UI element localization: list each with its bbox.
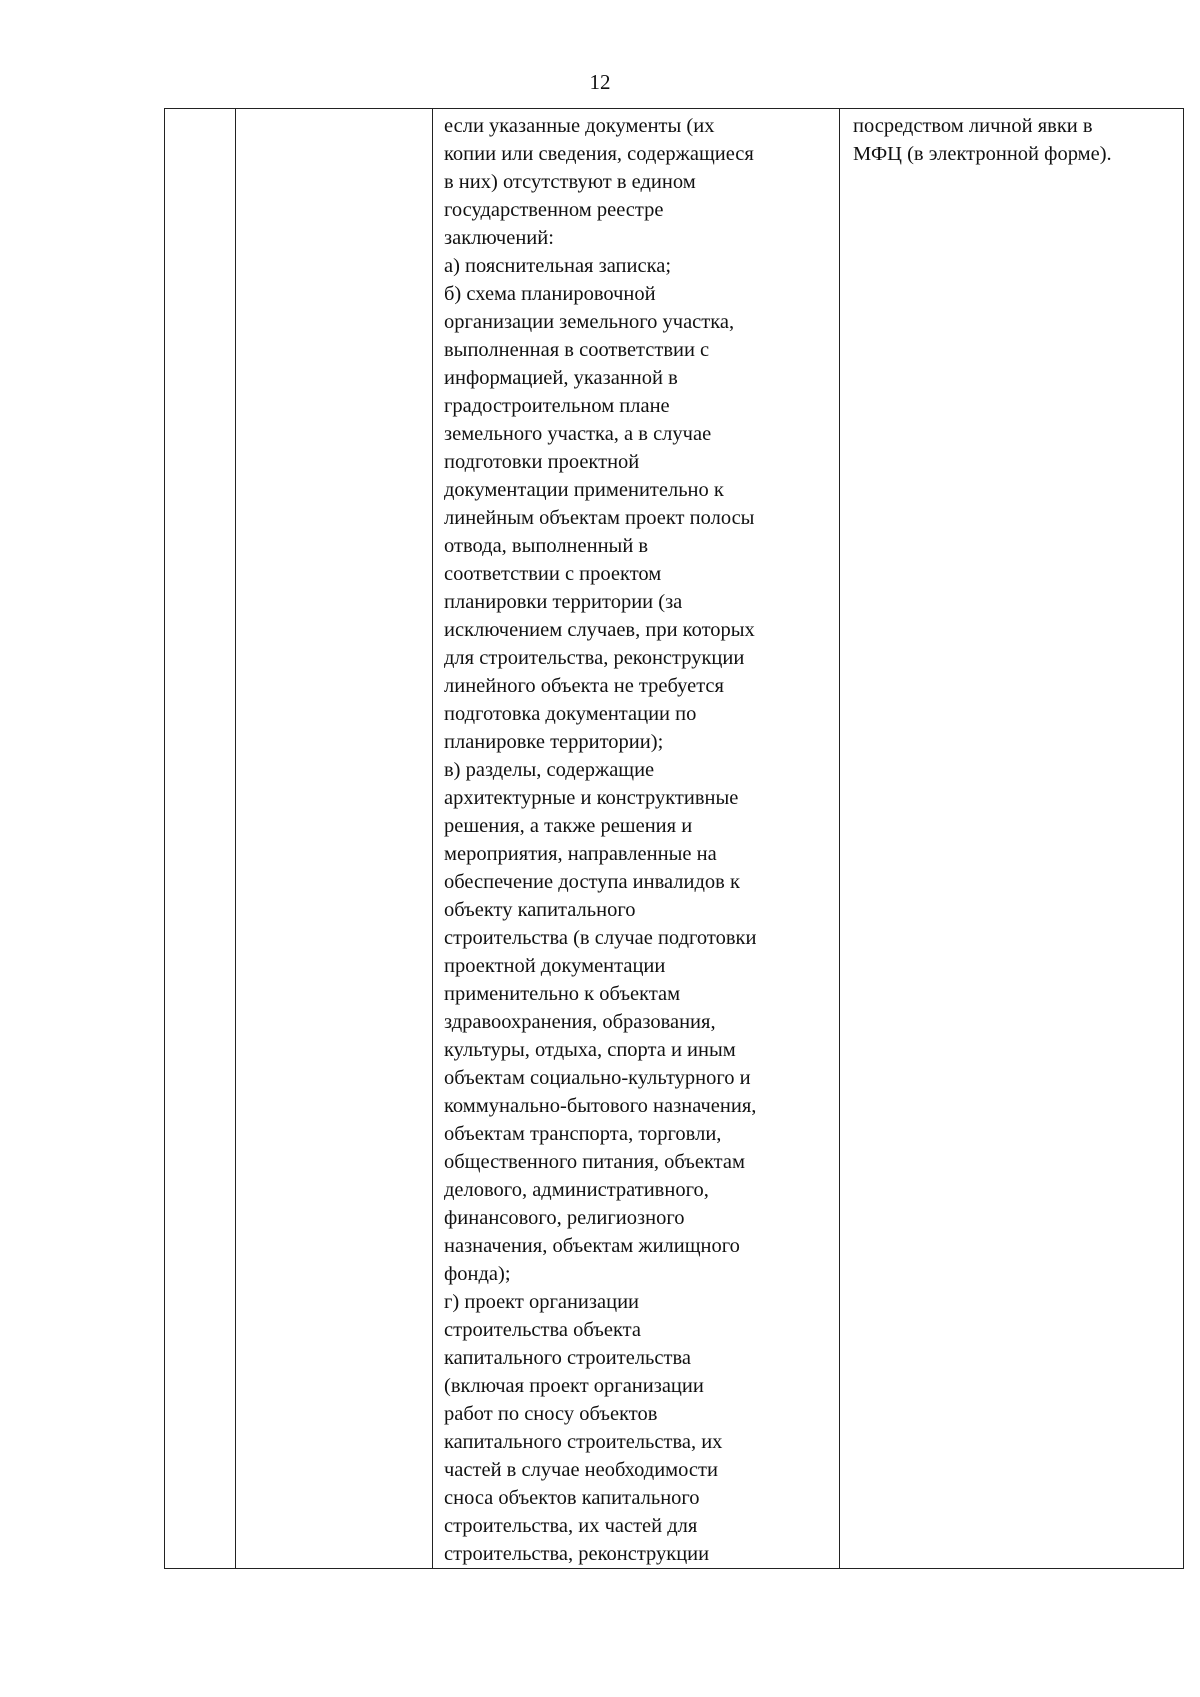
documents-list-text: если указанные документы (их копии или сведения, содержащиеся в них) отсутствуют в едином государственном реестре заключений: а) пояснительная записка; б) схема планировочной организации земельного участка, выполненная в соответствии с информацией, указанной в градостроительном плане земельного участка, а в случае подготовки проектной документации применительно к линейным объектам проект полосы отвода, выполненный в соответствии с проектом планировки территории (за исключением случаев, при которых для строительства, реконструкции линейного объекта не требуется подготовка документации по планировке территории); в) разделы, содержащие архитектурные и конструктивные решения, а также решения и мероприятия, направленные на обеспечение доступа инвалидов к объекту капитального строительства (в случае подготовки проектной документации применительно к объектам здравоохранения, образования, культуры, отдыха, спорта и иным объектам социально-культурного и коммунально-бытового назначения, объектам транспорта, торговли, общественного питания, объектам делового, административного, финансового, религиозного назначения, объектам жилищного фонда); г) проект организации строительства объекта капитального строительства (включая проект организации работ по сносу объектов капитального строительства, их частей в случае необходимости сноса объектов капитального строительства, их частей для строительства, реконструкции	[444, 115, 757, 1565]
submission-method-text: посредством личной явки в МФЦ (в электронной форме).	[853, 115, 1112, 165]
table-cell-name	[236, 109, 433, 1569]
table-cell-documents	[433, 109, 840, 1569]
table-row	[165, 109, 1184, 1569]
page-number: 12	[589, 70, 611, 94]
table-cell-method	[840, 109, 1184, 1569]
document-table	[164, 108, 1184, 1569]
cell-number-text	[165, 109, 235, 112]
table-cell-number	[165, 109, 236, 1569]
cell-name-text	[236, 109, 432, 112]
